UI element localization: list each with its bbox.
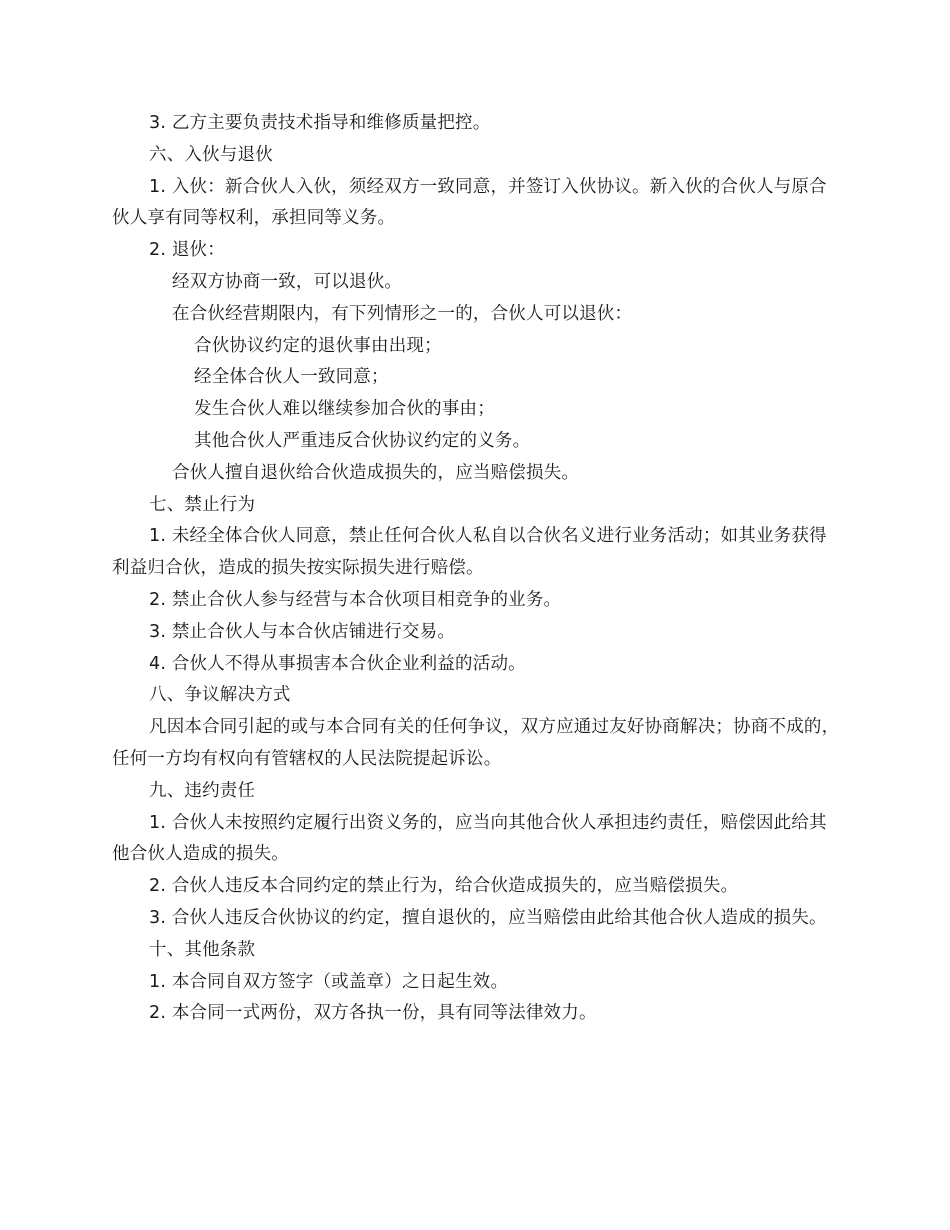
- sub-clause: 经双方协商一致，可以退伙。: [172, 271, 403, 292]
- clause-item: 3. 禁止合伙人与本合伙店铺进行交易。: [149, 621, 456, 642]
- sub-sub-clause: 经全体合伙人一致同意；: [194, 367, 389, 388]
- clause-item: 2. 本合同一式两份，双方各执一份，具有同等法律效力。: [149, 1003, 597, 1024]
- section-heading: 六、入伙与退伙: [149, 144, 273, 165]
- section-heading: 七、禁止行为: [149, 494, 256, 515]
- sub-clause: 在合伙经营期限内，有下列情形之一的，合伙人可以退伙：: [172, 303, 633, 324]
- clause-item: 3. 乙方主要负责技术指导和维修质量把控。: [149, 113, 491, 133]
- clause-item: 4. 合伙人不得从事损害本合伙企业利益的活动。: [149, 653, 526, 674]
- sub-sub-clause: 其他合伙人严重违反合伙协议约定的义务。: [194, 430, 531, 451]
- clause-item: 凡因本合同引起的或与本合同有关的任何争议，双方应通过友好协商解决；协商不成的，任何一方均有权向有管辖权的人民法院提起诉讼。: [112, 717, 840, 769]
- sub-sub-clause: 发生合伙人难以继续参加合伙的事由；: [194, 399, 495, 420]
- clause-item: 1. 合伙人未按照约定履行出资义务的，应当向其他合伙人承担违约责任，赔偿因此给其他合伙人造成的损失。: [112, 812, 827, 865]
- clause-item: 3. 合伙人违反合伙协议的约定，擅自退伙的，应当赔偿由此给其他合伙人造成的损失。: [149, 907, 827, 928]
- sub-sub-clause: 合伙协议约定的退伙事由出现；: [194, 335, 442, 356]
- clause-item: 1. 本合同自双方签字（或盖章）之日起生效。: [149, 971, 509, 992]
- section-heading: 九、违约责任: [149, 780, 256, 801]
- document-body: [112, 108, 842, 1030]
- clause-item: 2. 禁止合伙人参与经营与本合伙项目相竞争的业务。: [149, 589, 562, 610]
- clause-item: 1. 入伙：新合伙人入伙，须经双方一致同意，并签订入伙协议。新入伙的合伙人与原合伙人享有同等权利，承担同等义务。: [112, 176, 827, 229]
- section-heading: 八、争议解决方式: [149, 685, 291, 706]
- clause-item: 2. 合伙人违反本合同约定的禁止行为，给合伙造成损失的，应当赔偿损失。: [149, 876, 739, 897]
- clause-item: 2. 退伙：: [149, 240, 225, 261]
- sub-clause: 合伙人擅自退伙给合伙造成损失的，应当赔偿损失。: [172, 462, 580, 483]
- clause-item: 1. 未经全体合伙人同意，禁止任何合伙人私自以合伙名义进行业务活动；如其业务获得利益归合伙，造成的损失按实际损失进行赔偿。: [112, 526, 827, 579]
- section-heading: 十、其他条款: [149, 939, 256, 960]
